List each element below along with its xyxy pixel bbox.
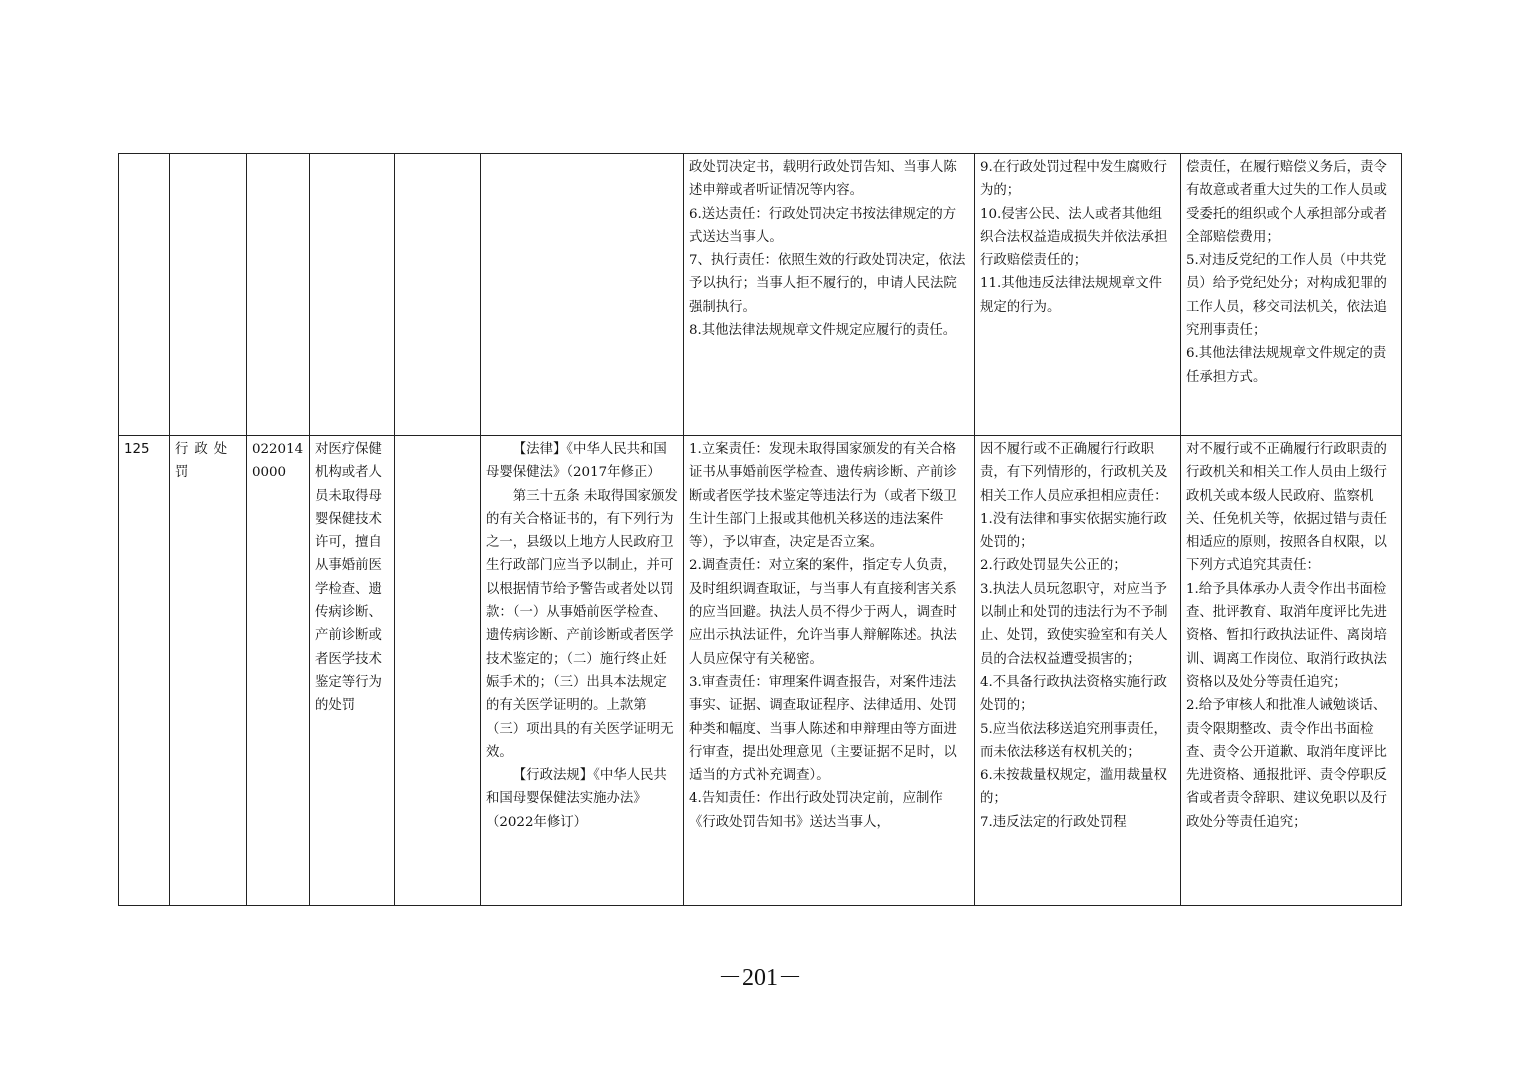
table-row [119,154,1402,436]
responsibility-table [118,153,1402,906]
accountability-methods-cell [1181,154,1402,436]
duty-paragraph: 政处罚决定书，载明行政处罚告知、当事人陈述申辩或者听证情况等内容。 [689,160,957,199]
case-paragraph: 因不履行或不正确履行行政职责，有下列情形的，行政机关及相关工作人员应承担相应责任： [980,442,1168,504]
sub-item-cell [395,154,481,436]
method-paragraph: 对不履行或不正确履行行政职责的行政机关和相关工作人员由上级行政机关或本级人民政府、监察机关、任免机关等，依据过错与责任相适应的原则，按照各自权限，以下列方式追究其责任： [1186,442,1387,574]
method-paragraph: 1.给予具体承办人责令作出书面检查、批评教育、取消年度评比先进资格、暂扣行政执法证件、离岗培训、调离工作岗位、取消行政执法资格以及处分等责任追究； [1186,581,1387,690]
accountability-cases-cell [975,154,1181,436]
case-paragraph: 5.应当依法移送追究刑事责任，而未依法移送有权机关的； [980,721,1167,760]
basis-paragraph: 第三十五条 未取得国家颁发的有关合格证书的，有下列行为之一，县级以上地方人民政府卫生行政部门应当予以制止，并可以根据情节给予警告或者处以罚款：（一）从事婚前医学检查、遗传病诊断、产前诊断或者医学技术鉴定的；（二）施行终止妊娠手术的；（三）出具本法规定的有关医学证明的。上款第（三）项出具的有关医学证明无效。 [486,488,678,760]
row-number-cell [119,436,170,906]
table-row [119,436,1402,906]
legal-basis-cell [481,154,684,436]
duty-paragraph: 2.调查责任：对立案的案件，指定专人负责，及时组织调查取证，与当事人有直接利害关系的应当回避。执法人员不得少于两人，调查时应出示执法证件，允许当事人辩解陈述。执法人员应保守有关秘密。 [689,558,957,667]
duties-cell [684,154,975,436]
method-paragraph: 5.对违反党纪的工作人员（中共党员）给予党纪处分；对构成犯罪的工作人员，移交司法机关，依法追究刑事责任； [1186,253,1387,339]
basis-paragraph: 【法律】《中华人民共和国母婴保健法》（2017年修正） [486,442,667,481]
accountability-methods-cell [1181,436,1402,906]
basis-paragraph: 【行政法规】《中华人民共和国母婴保健法实施办法》（2022年修订） [486,768,667,830]
item-name-cell [310,436,395,906]
code-cell [247,436,310,906]
category: 行政处罚 [175,442,234,481]
case-paragraph: 7.违反法定的行政处罚程 [980,814,1127,830]
case-paragraph: 2.行政处罚显失公正的； [980,558,1127,574]
duty-paragraph: 3.审查责任：审理案件调查报告，对案件违法事实、证据、调查取证程序、法律适用、处罚种类和幅度、当事人陈述和申辩理由等方面进行审查，提出处理意见（主要证据不足时，以适当的方式补充调查）。 [689,674,957,784]
case-paragraph: 6.未按裁量权规定，滥用裁量权的； [980,768,1167,807]
method-paragraph: 偿责任，在履行赔偿义务后，责令有故意或者重大过失的工作人员或受委托的组织或个人承担部分或者全部赔偿费用； [1186,160,1387,245]
case-paragraph: 11.其他违反法律法规规章文件规定的行为。 [980,276,1162,315]
duty-paragraph: 7、执行责任：依照生效的行政处罚决定，依法予以执行；当事人拒不履行的，申请人民法院强制执行。 [689,253,966,315]
page-number: －201－ [718,965,802,991]
duty-paragraph: 4.告知责任：作出行政处罚决定前，应制作《行政处罚告知书》送达当事人， [689,791,943,830]
duty-paragraph: 8.其他法律法规规章文件规定应履行的责任。 [689,323,957,339]
duty-paragraph: 1.立案责任：发现未取得国家颁发的有关合格证书从事婚前医学检查、遗传病诊断、产前诊断或者医学技术鉴定等违法行为（或者下级卫生计生部门上报或其他机关移送的违法案件等），予以审查，决定是否立案。 [689,442,957,551]
item-code: 0220140000 [252,442,304,481]
row-number: 125 [124,442,150,457]
case-paragraph: 10.侵害公民、法人或者其他组织合法权益造成损失并依法承担行政赔偿责任的； [980,206,1168,269]
item-name: 对医疗保健机构或者人员未取得母婴保健技术许可，擅自从事婚前医学检查、遗传病诊断、产前诊断或者医学技术鉴定等行为的处罚 [315,442,382,714]
case-paragraph: 1.没有法律和事实依据实施行政处罚的； [980,511,1167,551]
duty-paragraph: 6.送达责任：行政处罚决定书按法律规定的方式送达当事人。 [689,206,957,245]
duties-cell [684,436,975,906]
method-paragraph: 2.给予审核人和批准人诫勉谈话、责令限期整改、责令作出书面检查、责令公开道歉、取消年度评比先进资格、通报批评、责令停职反省或者责令辞职、建议免职以及行政处分等责任追究； [1186,698,1387,830]
category-cell [170,154,247,436]
case-paragraph: 9.在行政处罚过程中发生腐败行为的； [980,160,1167,199]
case-paragraph: 3.执法人员玩忽职守，对应当予以制止和处罚的违法行为不予制止、处罚，致使实验室和有关人员的合法权益遭受损害的； [980,581,1168,667]
accountability-cases-cell [975,436,1181,906]
method-paragraph: 6.其他法律法规规章文件规定的责任承担方式。 [1186,346,1387,385]
code-cell [247,154,310,436]
item-name-cell [310,154,395,436]
case-paragraph: 4.不具备行政执法资格实施行政处罚的； [980,674,1167,714]
row-number-cell [119,154,170,436]
legal-basis-cell [481,436,684,906]
category-cell [170,436,247,906]
sub-item-cell [395,436,481,906]
